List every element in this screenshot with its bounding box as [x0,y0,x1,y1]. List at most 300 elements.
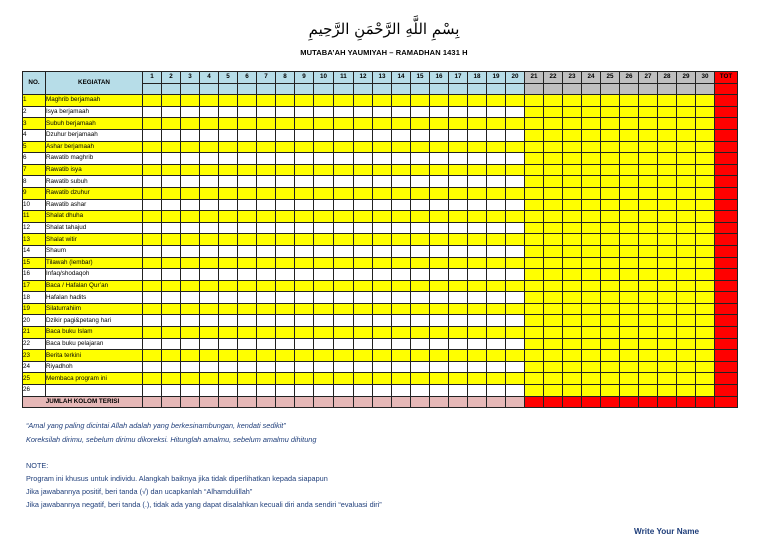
day-check-cell[interactable] [582,269,601,281]
day-check-cell[interactable] [392,292,411,304]
day-check-cell[interactable] [544,385,563,397]
day-check-cell[interactable] [354,234,373,246]
day-check-cell[interactable] [373,338,392,350]
day-check-cell[interactable] [544,245,563,257]
day-check-cell[interactable] [506,141,525,153]
day-check-cell[interactable] [219,222,238,234]
day-check-cell[interactable] [620,292,639,304]
day-check-cell[interactable] [658,280,677,292]
day-check-cell[interactable] [392,129,411,141]
day-check-cell[interactable] [411,269,430,281]
day-check-cell[interactable] [392,361,411,373]
day-check-cell[interactable] [677,303,696,315]
day-check-cell[interactable] [468,350,487,362]
day-check-cell[interactable] [219,292,238,304]
day-check-cell[interactable] [639,164,658,176]
day-check-cell[interactable] [411,141,430,153]
day-check-cell[interactable] [544,141,563,153]
day-check-cell[interactable] [276,211,295,223]
day-check-cell[interactable] [696,164,715,176]
day-check-cell[interactable] [582,118,601,130]
day-check-cell[interactable] [219,280,238,292]
day-check-cell[interactable] [639,153,658,165]
day-check-cell[interactable] [238,129,257,141]
day-check-cell[interactable] [525,385,544,397]
day-check-cell[interactable] [696,292,715,304]
day-check-cell[interactable] [658,269,677,281]
day-check-cell[interactable] [295,338,314,350]
day-check-cell[interactable] [181,118,200,130]
day-check-cell[interactable] [314,292,334,304]
day-check-cell[interactable] [658,164,677,176]
day-check-cell[interactable] [620,327,639,339]
day-check-cell[interactable] [314,176,334,188]
day-check-cell[interactable] [563,95,582,107]
day-check-cell[interactable] [677,106,696,118]
day-check-cell[interactable] [373,327,392,339]
day-check-cell[interactable] [219,153,238,165]
day-check-cell[interactable] [620,199,639,211]
day-check-cell[interactable] [487,385,506,397]
day-check-cell[interactable] [162,269,181,281]
day-check-cell[interactable] [354,199,373,211]
day-check-cell[interactable] [295,164,314,176]
day-check-cell[interactable] [162,327,181,339]
day-check-cell[interactable] [696,153,715,165]
day-check-cell[interactable] [468,361,487,373]
day-check-cell[interactable] [620,222,639,234]
day-check-cell[interactable] [392,327,411,339]
day-check-cell[interactable] [449,95,468,107]
day-check-cell[interactable] [276,234,295,246]
day-check-cell[interactable] [334,141,354,153]
day-check-cell[interactable] [658,245,677,257]
day-check-cell[interactable] [449,361,468,373]
day-check-cell[interactable] [200,315,219,327]
day-check-cell[interactable] [411,153,430,165]
day-check-cell[interactable] [314,199,334,211]
day-check-cell[interactable] [392,350,411,362]
day-check-cell[interactable] [620,106,639,118]
day-check-cell[interactable] [354,350,373,362]
day-check-cell[interactable] [487,153,506,165]
day-check-cell[interactable] [468,315,487,327]
day-check-cell[interactable] [696,106,715,118]
day-check-cell[interactable] [525,245,544,257]
day-check-cell[interactable] [143,292,162,304]
day-check-cell[interactable] [525,338,544,350]
day-check-cell[interactable] [449,129,468,141]
day-check-cell[interactable] [430,315,449,327]
day-check-cell[interactable] [334,292,354,304]
day-check-cell[interactable] [373,245,392,257]
day-check-cell[interactable] [506,303,525,315]
day-check-cell[interactable] [181,257,200,269]
day-check-cell[interactable] [373,257,392,269]
day-check-cell[interactable] [449,153,468,165]
day-check-cell[interactable] [276,95,295,107]
day-check-cell[interactable] [506,211,525,223]
day-check-cell[interactable] [334,315,354,327]
day-check-cell[interactable] [563,187,582,199]
day-check-cell[interactable] [601,269,620,281]
day-check-cell[interactable] [143,280,162,292]
day-check-cell[interactable] [373,315,392,327]
day-check-cell[interactable] [677,292,696,304]
day-check-cell[interactable] [276,245,295,257]
day-check-cell[interactable] [143,373,162,385]
day-check-cell[interactable] [582,385,601,397]
day-check-cell[interactable] [295,234,314,246]
day-check-cell[interactable] [257,211,276,223]
day-check-cell[interactable] [314,361,334,373]
day-check-cell[interactable] [487,361,506,373]
day-check-cell[interactable] [449,222,468,234]
day-check-cell[interactable] [354,292,373,304]
day-check-cell[interactable] [506,129,525,141]
day-check-cell[interactable] [334,303,354,315]
day-check-cell[interactable] [219,176,238,188]
day-check-cell[interactable] [468,141,487,153]
day-check-cell[interactable] [143,129,162,141]
day-check-cell[interactable] [314,153,334,165]
day-check-cell[interactable] [276,385,295,397]
day-check-cell[interactable] [354,118,373,130]
day-check-cell[interactable] [430,361,449,373]
day-check-cell[interactable] [162,385,181,397]
day-check-cell[interactable] [449,303,468,315]
day-check-cell[interactable] [354,327,373,339]
day-check-cell[interactable] [563,385,582,397]
day-check-cell[interactable] [181,245,200,257]
day-check-cell[interactable] [620,211,639,223]
day-check-cell[interactable] [677,327,696,339]
day-check-cell[interactable] [601,153,620,165]
day-check-cell[interactable] [639,350,658,362]
day-check-cell[interactable] [563,315,582,327]
day-check-cell[interactable] [295,211,314,223]
day-check-cell[interactable] [162,141,181,153]
day-check-cell[interactable] [525,234,544,246]
day-check-cell[interactable] [696,95,715,107]
day-check-cell[interactable] [162,187,181,199]
day-check-cell[interactable] [219,187,238,199]
day-check-cell[interactable] [162,211,181,223]
day-check-cell[interactable] [181,385,200,397]
day-check-cell[interactable] [696,211,715,223]
day-check-cell[interactable] [181,350,200,362]
day-check-cell[interactable] [354,95,373,107]
day-check-cell[interactable] [639,303,658,315]
day-check-cell[interactable] [582,257,601,269]
day-check-cell[interactable] [295,373,314,385]
day-check-cell[interactable] [143,234,162,246]
day-check-cell[interactable] [373,292,392,304]
signature-label[interactable]: Write Your Name [634,527,700,536]
day-check-cell[interactable] [658,106,677,118]
day-check-cell[interactable] [143,106,162,118]
day-check-cell[interactable] [677,257,696,269]
day-check-cell[interactable] [620,129,639,141]
day-check-cell[interactable] [468,211,487,223]
day-check-cell[interactable] [639,199,658,211]
day-check-cell[interactable] [582,361,601,373]
day-check-cell[interactable] [449,106,468,118]
day-check-cell[interactable] [430,118,449,130]
day-check-cell[interactable] [334,211,354,223]
day-check-cell[interactable] [468,164,487,176]
day-check-cell[interactable] [658,187,677,199]
day-check-cell[interactable] [696,385,715,397]
day-check-cell[interactable] [620,95,639,107]
day-check-cell[interactable] [601,280,620,292]
day-check-cell[interactable] [449,176,468,188]
day-check-cell[interactable] [354,257,373,269]
day-check-cell[interactable] [506,327,525,339]
day-check-cell[interactable] [143,211,162,223]
day-check-cell[interactable] [373,234,392,246]
day-check-cell[interactable] [200,118,219,130]
day-check-cell[interactable] [449,211,468,223]
day-check-cell[interactable] [162,257,181,269]
day-check-cell[interactable] [200,234,219,246]
day-check-cell[interactable] [392,141,411,153]
day-check-cell[interactable] [506,257,525,269]
day-check-cell[interactable] [696,199,715,211]
day-check-cell[interactable] [238,257,257,269]
day-check-cell[interactable] [411,350,430,362]
day-check-cell[interactable] [334,234,354,246]
day-check-cell[interactable] [639,315,658,327]
day-check-cell[interactable] [238,164,257,176]
day-check-cell[interactable] [544,106,563,118]
day-check-cell[interactable] [696,118,715,130]
day-check-cell[interactable] [200,385,219,397]
day-check-cell[interactable] [563,141,582,153]
day-check-cell[interactable] [181,211,200,223]
day-check-cell[interactable] [563,361,582,373]
day-check-cell[interactable] [238,303,257,315]
day-check-cell[interactable] [582,176,601,188]
day-check-cell[interactable] [430,245,449,257]
day-check-cell[interactable] [487,234,506,246]
day-check-cell[interactable] [411,315,430,327]
day-check-cell[interactable] [238,338,257,350]
day-check-cell[interactable] [506,292,525,304]
day-check-cell[interactable] [582,338,601,350]
day-check-cell[interactable] [162,234,181,246]
day-check-cell[interactable] [449,315,468,327]
day-check-cell[interactable] [373,385,392,397]
day-check-cell[interactable] [430,338,449,350]
day-check-cell[interactable] [238,292,257,304]
day-check-cell[interactable] [658,153,677,165]
day-check-cell[interactable] [181,292,200,304]
day-check-cell[interactable] [162,280,181,292]
day-check-cell[interactable] [696,280,715,292]
day-check-cell[interactable] [295,106,314,118]
day-check-cell[interactable] [601,292,620,304]
day-check-cell[interactable] [314,234,334,246]
day-check-cell[interactable] [449,234,468,246]
day-check-cell[interactable] [639,211,658,223]
day-check-cell[interactable] [620,350,639,362]
day-check-cell[interactable] [238,95,257,107]
day-check-cell[interactable] [295,257,314,269]
day-check-cell[interactable] [506,361,525,373]
day-check-cell[interactable] [373,106,392,118]
day-check-cell[interactable] [544,187,563,199]
day-check-cell[interactable] [200,257,219,269]
day-check-cell[interactable] [468,292,487,304]
day-check-cell[interactable] [162,373,181,385]
day-check-cell[interactable] [525,350,544,362]
day-check-cell[interactable] [658,234,677,246]
day-check-cell[interactable] [525,222,544,234]
day-check-cell[interactable] [563,164,582,176]
day-check-cell[interactable] [219,211,238,223]
day-check-cell[interactable] [162,95,181,107]
day-check-cell[interactable] [620,303,639,315]
day-check-cell[interactable] [430,176,449,188]
day-check-cell[interactable] [411,280,430,292]
day-check-cell[interactable] [544,327,563,339]
day-check-cell[interactable] [620,141,639,153]
day-check-cell[interactable] [601,385,620,397]
day-check-cell[interactable] [373,129,392,141]
day-check-cell[interactable] [658,211,677,223]
day-check-cell[interactable] [314,245,334,257]
day-check-cell[interactable] [334,222,354,234]
day-check-cell[interactable] [525,106,544,118]
day-check-cell[interactable] [544,269,563,281]
day-check-cell[interactable] [639,234,658,246]
day-check-cell[interactable] [276,141,295,153]
day-check-cell[interactable] [563,257,582,269]
day-check-cell[interactable] [430,373,449,385]
day-check-cell[interactable] [658,292,677,304]
day-check-cell[interactable] [506,245,525,257]
day-check-cell[interactable] [696,327,715,339]
day-check-cell[interactable] [677,269,696,281]
day-check-cell[interactable] [468,338,487,350]
day-check-cell[interactable] [314,385,334,397]
day-check-cell[interactable] [525,187,544,199]
day-check-cell[interactable] [487,95,506,107]
day-check-cell[interactable] [430,292,449,304]
day-check-cell[interactable] [639,373,658,385]
day-check-cell[interactable] [430,129,449,141]
day-check-cell[interactable] [392,164,411,176]
day-check-cell[interactable] [276,187,295,199]
day-check-cell[interactable] [200,106,219,118]
day-check-cell[interactable] [487,280,506,292]
day-check-cell[interactable] [373,95,392,107]
day-check-cell[interactable] [582,303,601,315]
day-check-cell[interactable] [181,280,200,292]
day-check-cell[interactable] [354,280,373,292]
day-check-cell[interactable] [295,95,314,107]
day-check-cell[interactable] [468,373,487,385]
day-check-cell[interactable] [582,199,601,211]
day-check-cell[interactable] [257,176,276,188]
day-check-cell[interactable] [525,292,544,304]
day-check-cell[interactable] [257,385,276,397]
day-check-cell[interactable] [257,95,276,107]
day-check-cell[interactable] [295,141,314,153]
day-check-cell[interactable] [658,129,677,141]
day-check-cell[interactable] [181,315,200,327]
day-check-cell[interactable] [354,176,373,188]
day-check-cell[interactable] [582,187,601,199]
day-check-cell[interactable] [430,327,449,339]
day-check-cell[interactable] [487,269,506,281]
day-check-cell[interactable] [295,315,314,327]
day-check-cell[interactable] [658,338,677,350]
day-check-cell[interactable] [601,373,620,385]
day-check-cell[interactable] [639,245,658,257]
day-check-cell[interactable] [334,153,354,165]
day-check-cell[interactable] [181,327,200,339]
day-check-cell[interactable] [354,106,373,118]
day-check-cell[interactable] [411,292,430,304]
day-check-cell[interactable] [181,373,200,385]
day-check-cell[interactable] [525,129,544,141]
day-check-cell[interactable] [143,187,162,199]
day-check-cell[interactable] [392,338,411,350]
day-check-cell[interactable] [181,187,200,199]
day-check-cell[interactable] [506,234,525,246]
day-check-cell[interactable] [334,199,354,211]
day-check-cell[interactable] [696,373,715,385]
day-check-cell[interactable] [449,327,468,339]
day-check-cell[interactable] [181,199,200,211]
day-check-cell[interactable] [563,269,582,281]
day-check-cell[interactable] [601,234,620,246]
day-check-cell[interactable] [392,199,411,211]
day-check-cell[interactable] [276,303,295,315]
day-check-cell[interactable] [677,118,696,130]
day-check-cell[interactable] [219,234,238,246]
day-check-cell[interactable] [295,385,314,397]
day-check-cell[interactable] [143,361,162,373]
day-check-cell[interactable] [620,187,639,199]
day-check-cell[interactable] [295,280,314,292]
day-check-cell[interactable] [620,164,639,176]
day-check-cell[interactable] [314,141,334,153]
day-check-cell[interactable] [487,211,506,223]
day-check-cell[interactable] [219,373,238,385]
day-check-cell[interactable] [219,338,238,350]
day-check-cell[interactable] [639,338,658,350]
day-check-cell[interactable] [563,211,582,223]
day-check-cell[interactable] [582,327,601,339]
day-check-cell[interactable] [238,211,257,223]
day-check-cell[interactable] [162,199,181,211]
day-check-cell[interactable] [392,106,411,118]
day-check-cell[interactable] [257,269,276,281]
day-check-cell[interactable] [658,95,677,107]
day-check-cell[interactable] [219,315,238,327]
day-check-cell[interactable] [314,373,334,385]
day-check-cell[interactable] [162,245,181,257]
day-check-cell[interactable] [162,303,181,315]
day-check-cell[interactable] [563,327,582,339]
day-check-cell[interactable] [276,129,295,141]
day-check-cell[interactable] [525,95,544,107]
day-check-cell[interactable] [354,315,373,327]
day-check-cell[interactable] [468,280,487,292]
